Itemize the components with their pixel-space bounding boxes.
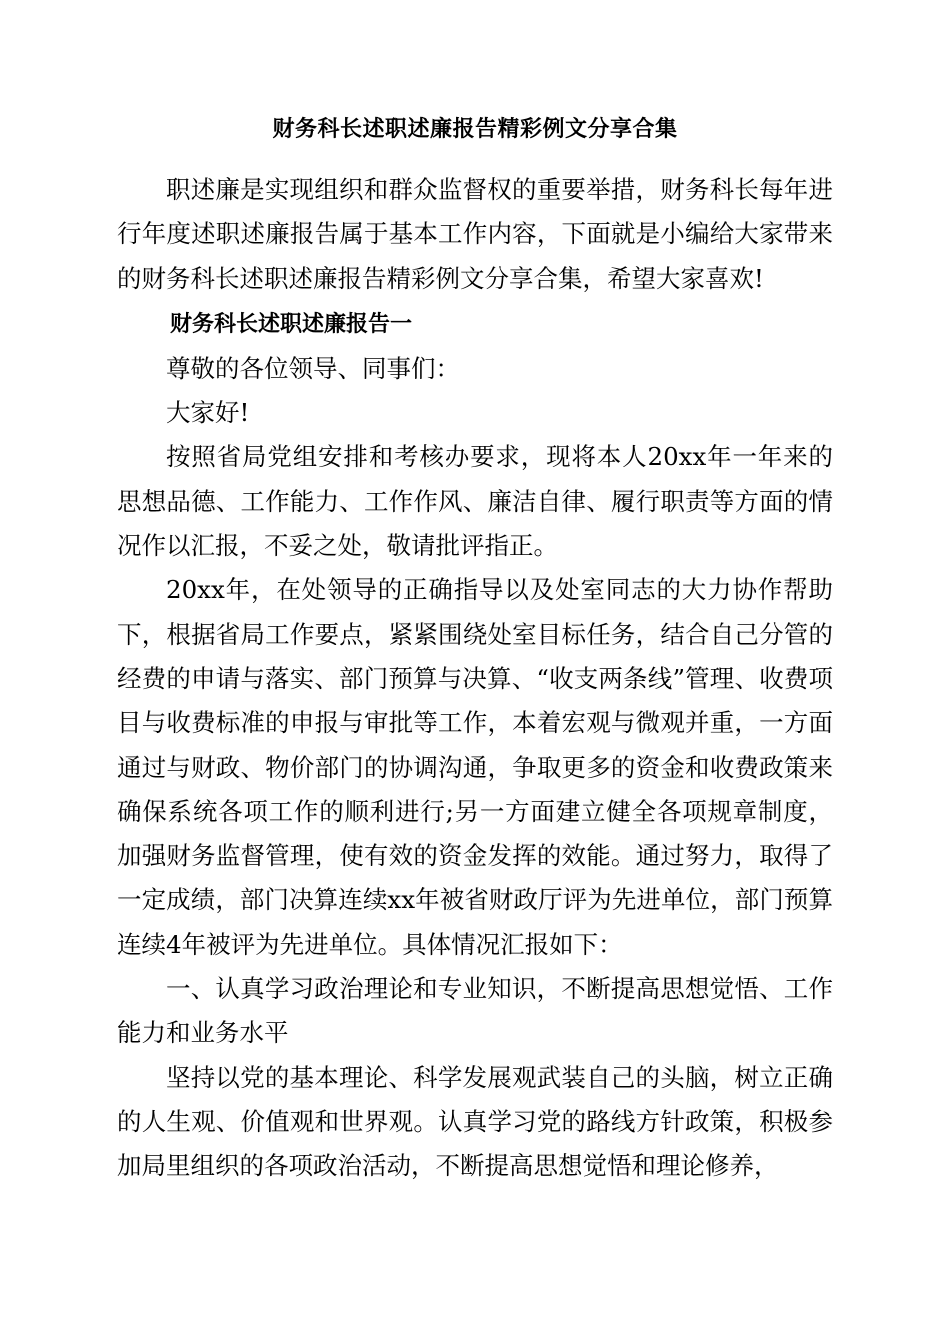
body-paragraph: 坚持以党的基本理论、科学发展观武装自己的头脑，树立正确的人生观、价值观和世界观。认真学习党的路线方针政策，积极参加局里组织的各项政治活动，不断提高思想觉悟和理论修养， <box>117 1062 833 1181</box>
salutation: 尊敬的各位领导、同事们： <box>166 353 460 383</box>
section-heading: 财务科长述职述廉报告一 <box>170 310 413 337</box>
document-title: 财务科长述职述廉报告精彩例文分享合集 <box>272 116 678 142</box>
body-paragraph: 按照省局党组安排和考核办要求，现将本人20xx年一年来的思想品德、工作能力、工作作风、廉洁自律、履行职责等方面的情况作以汇报，不妥之处，敬请批评指正。 <box>117 442 833 561</box>
body-paragraph: 20xx年，在处领导的正确指导以及处室同志的大力协作帮助下，根据省局工作要点，紧紧围绕处室目标任务，结合自己分管的经费的申请与落实、部门预算与决算、“收支两条线”管理、收费项目与收费标准的申报与审批等工作，本着宏观与微观并重，一方面通过与财政、物价部门的协调沟通，争取更多的资金和收费政策来确保系统各项工作的顺利进行;另一方面建立健全各项规章制度，加强财务监督管理，使有效的资金发挥的效能。通过努力，取得了一定成绩，部门决算连续xx年被省财政厅评为先进单位，部门预算连续4年被评为先进单位。具体情况汇报如下： <box>117 575 833 959</box>
document-body <box>117 168 833 1189</box>
subsection-heading: 一、认真学习政治理论和专业知识，不断提高思想觉悟、工作能力和业务水平 <box>117 974 833 1048</box>
intro-paragraph: 职述廉是实现组织和群众监督权的重要举措，财务科长每年进行年度述职述廉报告属于基本工作内容，下面就是小编给大家带来的财务科长述职述廉报告精彩例文分享合集，希望大家喜欢! <box>117 175 833 293</box>
greeting: 大家好! <box>166 398 250 428</box>
